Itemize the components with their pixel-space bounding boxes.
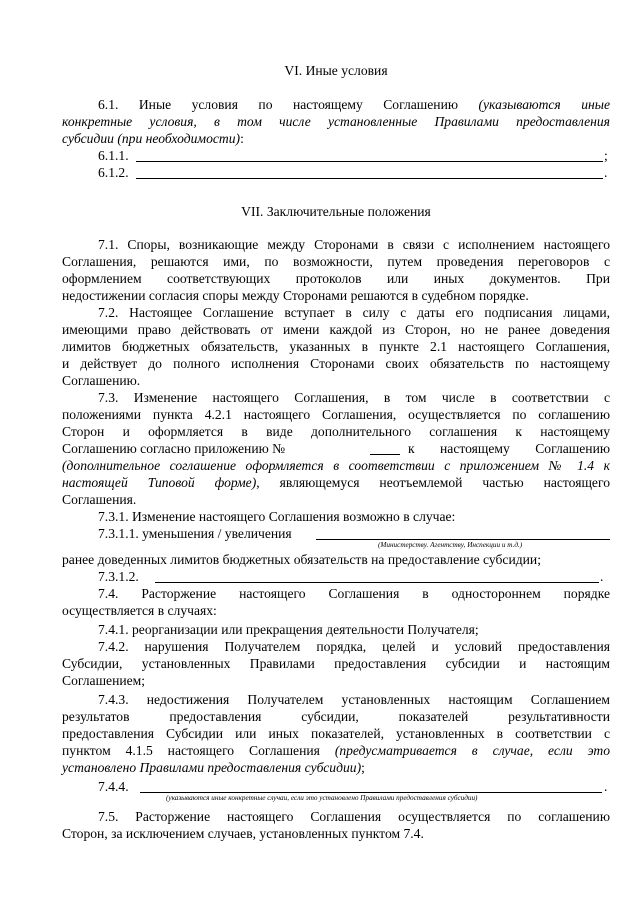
p71-line-1: 7.1. Споры, возникающие между Сторонами в связи с исполнением настоящего (98, 237, 610, 252)
p73-line-4b: к настоящему Соглашению (408, 441, 610, 456)
p741-line: 7.4.1. реорганизации или прекращения деятельности Получателя; (98, 622, 479, 637)
p611-end: ; (604, 148, 608, 163)
p73-line-7: Соглашения. (62, 492, 137, 507)
p74-line-2: осуществляется в случаях: (62, 603, 217, 618)
section-6-title: VI. Иные условия (284, 63, 388, 78)
p744-line: 7.4.4. (98, 779, 129, 794)
p743-line-1: 7.4.3. недостижения Получателем установленных настоящим Соглашением (98, 692, 610, 707)
p731-line: 7.3.1. Изменение настоящего Соглашения возможно в случае: (98, 509, 456, 524)
p743-line-3: предоставления Субсидии или иных показателей, установленных в соответствии с (62, 726, 610, 741)
p7312-line: 7.3.1.2. (98, 569, 139, 584)
p73-blank (370, 454, 400, 455)
p71-line-2: Соглашения, решаются ими, по возможности, путем проведения переговоров с (62, 254, 610, 269)
p73-line-6: настоящей Типовой форме), являющемуся неотъемлемой частью настоящего (62, 475, 611, 490)
p74-line-1: 7.4. Расторжение настоящего Соглашения в одностороннем порядке (98, 586, 610, 601)
p743-line-5: установлено Правилами предоставления субсидии); (62, 760, 365, 775)
p73-line-3: Сторон и оформляется в виде дополнительного соглашения к настоящему (62, 424, 610, 439)
p7312-end: . (600, 569, 604, 584)
p73-line-2: положениями пункта 4.2.1 настоящего Соглашения, осуществляется по соглашению (62, 407, 610, 422)
p744-caption: (указываются иные конкретные случаи, если это установлено Правилами предоставления субсидии) (166, 794, 478, 802)
p72-line-5: Соглашению. (62, 373, 141, 388)
p744-underline (140, 792, 602, 793)
p61-line-1: 6.1. Иные условия по настоящему Соглашению (указываются иные (98, 97, 610, 112)
p7311-cont: ранее доведенных лимитов бюджетных обязательств на предоставление субсидии; (62, 552, 541, 567)
p612-underline (136, 178, 603, 179)
p72-line-2: имеющими право действовать от имени каждой из Сторон, но не ранее доведения (62, 322, 610, 337)
p72-line-4: и действует до полного исполнения Сторонами своих обязательств по настоящему (62, 356, 610, 371)
p72-line-3: лимитов бюджетных обязательств, указанных в пункте 2.1 настоящего Соглашения, (62, 339, 610, 354)
p71-line-3: оформлением соответствующих протоколов или иных документов. При (62, 271, 610, 286)
section-7-title: VII. Заключительные положения (241, 204, 431, 219)
p742-line-2: Субсидии, установленных Правилами предоставления субсидии и настоящим (62, 656, 610, 671)
p7312-underline (155, 582, 599, 583)
p75-line-2: Сторон, за исключением случаев, установленных пунктом 7.4. (62, 826, 424, 841)
p75-line-1: 7.5. Расторжение настоящего Соглашения осуществляется по соглашению (98, 809, 610, 824)
p73-line-5: (дополнительное соглашение оформляется в соответствии с приложением № 1.4 к (62, 458, 610, 473)
p742-line-3: Соглашением; (62, 673, 146, 688)
p612-end: . (604, 165, 608, 180)
p742-line-1: 7.4.2. нарушения Получателем порядка, целей и условий предоставления (98, 639, 610, 654)
p611-line: 6.1.1. (98, 148, 129, 163)
p61-line-2: конкретные условия, в том числе установленные Правилами предоставления (62, 114, 610, 129)
p71-line-4: недостижении согласия споры между Сторонами решаются в судебном порядке. (62, 288, 529, 303)
p7311-line: 7.3.1.1. уменьшения / увеличения (98, 526, 292, 541)
p744-end: . (604, 779, 608, 794)
p7311-underline (316, 539, 610, 540)
p73-line-4a: Соглашению согласно приложению № (62, 441, 286, 456)
p743-line-4: пунктом 4.1.5 настоящего Соглашения (предусматривается в случае, если это (62, 743, 611, 758)
p612-line: 6.1.2. (98, 165, 129, 180)
p72-line-1: 7.2. Настоящее Соглашение вступает в силу с даты его подписания лицами, (98, 305, 610, 320)
p611-underline (136, 161, 603, 162)
p61-line-3: субсидии (при необходимости): (62, 131, 244, 146)
p743-line-2: результатов предоставления субсидии, показателей результативности (62, 709, 610, 724)
p73-line-1: 7.3. Изменение настоящего Соглашения, в том числе в соответствии с (98, 390, 610, 405)
p7311-caption: (Министерству. Агентству, Инспекции и т.д.) (378, 541, 523, 549)
